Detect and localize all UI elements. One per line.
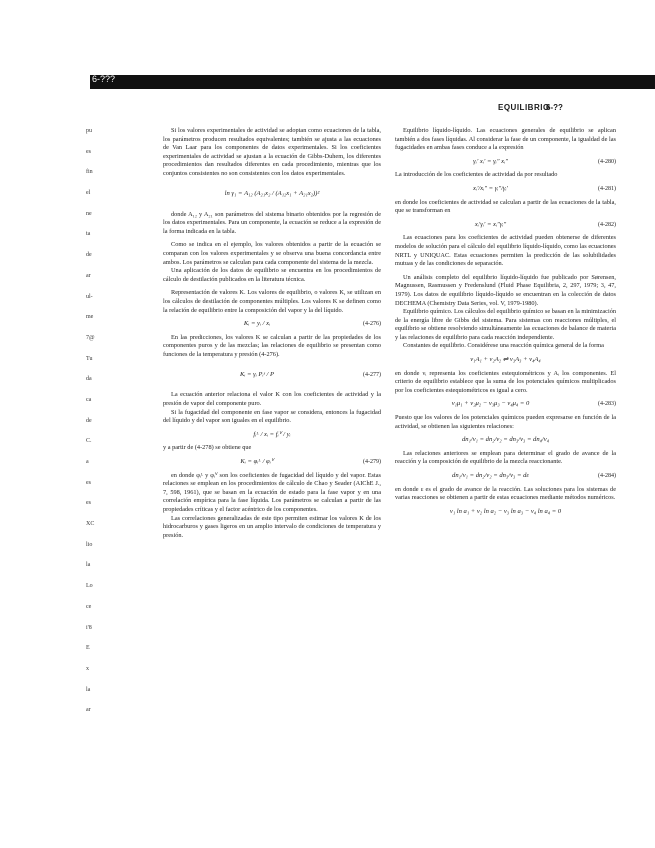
equation (395, 508, 616, 517)
margin-note: el (86, 190, 91, 197)
equation (395, 221, 616, 230)
equation (163, 364, 381, 386)
equation-expression: xᵢ′/xᵢ″ = γᵢ″/γᵢ′ (472, 184, 508, 192)
paragraph: La introducción de los coeficientes de actividad da por resultado (395, 171, 558, 179)
margin-note: a (86, 459, 89, 466)
paragraph: en donde φᵢᴸ y φᵢⱽ son los coeficientes de fugacidad del líquido y del vapor. Estas relaciones se emplean en los procedimientos de cálculo de Chao y Seader (AIChE J., 7, 598, 1961), que se basan en la ecuación de estado para la fase vapor y en una correlación empírica para la fase líquida. Los parámetros se calculan a partir de las propiedades críticas y el factor acéntrico de los componentes. (163, 471, 381, 513)
equation-expression: ln γ₁ = A₁₂ (A₂₁x₂ / (A₁₂x₁ + A₂₁x₂))² (224, 190, 320, 198)
paragraph: Las ecuaciones para los coeficientes de actividad pueden obtenerse de diferentes modelos de solución para el cálculo del equilibrio líquido-líquido, como las ecuaciones NRTL y UNIQUAC. Estas ecuaciones permiten la predicción de las solubilidades mutuas y de las condiciones de separación. (395, 234, 616, 268)
margin-note: ce (86, 603, 92, 610)
margin-note: E (86, 645, 90, 652)
equation-expression: ν₁A₁ + ν₂A₂ ⇌ ν₃A₃ + ν₄A₄ (470, 356, 541, 364)
equation-expression: Kᵢ = yᵢ / xᵢ (243, 320, 271, 328)
paragraph: Si los valores experimentales de actividad se adoptan como ecuaciones de la tabla, los parámetros producen resultados equivalentes; también se ajusta a las ecuaciones de Van Laar para los componentes de datos experimentales. Si los coeficientes experimentales de actividad se ajustan a la ecuación de Gibbs-Duhem, los diferentes procedimientos dan resultados diferentes en cada procedimiento, mientras que los conjuntos consistentes no son consistentes con los datos experimentales. (163, 127, 381, 177)
equation (163, 458, 381, 467)
paragraph: Puesto que los valores de los potenciales químicos pueden expresarse en función de la actividad, se obtienen las siguientes relaciones: (395, 414, 616, 430)
margin-note: es (86, 148, 91, 155)
paragraph: Las relaciones anteriores se emplean para determinar el grado de avance de la reacción y la composición de equilibrio de la mezcla reaccionante. (395, 449, 616, 466)
margin-note: C. (86, 438, 92, 445)
paragraph: Si la fugacidad del componente en fase vapor se considera, entonces la fugacidad del líquido y del vapor son iguales en el equilibrio. (163, 408, 381, 425)
equation-expression: Kᵢ = γᵢ Pᵢˢ / P (239, 371, 275, 379)
equation-expression: dn₁/ν₁ = dn₂/ν₂ = dn₃/ν₃ = dε (452, 472, 529, 479)
margin-note: ul- (86, 293, 93, 300)
margin-note: ca (86, 396, 92, 403)
header-left-label: 6‑??? (92, 74, 116, 84)
equation-expression: ν₁ ln a₁ + ν₂ ln a₂ − ν₃ ln a₃ − ν₄ ln a₄ = 0 (449, 507, 562, 515)
margin-note: ne (86, 210, 92, 217)
equation-expression: Kᵢ = φᵢᴸ / φᵢⱽ (240, 458, 274, 466)
margin-note: Tu (86, 355, 93, 362)
margin-note: Lo (86, 583, 93, 590)
paragraph: Equilibrio líquido-líquido. Las ecuaciones generales de equilibrio se aplican también a dos fases líquidas. Al considerar la fase de un componente, la igualdad de las fugacidades en ambas fases conduce a la expresión (395, 127, 616, 152)
equation-expression: fᵢᴸ / xᵢ = fᵢⱽ / yᵢ (253, 430, 291, 438)
equation (395, 436, 616, 445)
margin-note: XC (86, 521, 95, 528)
margin-note: ta (86, 231, 91, 238)
margin-note: fin (86, 169, 93, 176)
equation-number: (4-284) (598, 473, 616, 479)
equation-number: (4-283) (598, 401, 616, 408)
right-column (395, 127, 616, 521)
paragraph: Como se indica en el ejemplo, los valores obtenidos a partir de la ecuación se comparan con los valores experimentales y se observa una buena concordancia entre ambos. Los parámetros se calculan para cada componente del sistema de la mezcla. (163, 241, 381, 266)
left-column (163, 127, 381, 540)
paragraph: Un análisis completo del equilibrio líquido-líquido fue publicado por Sørensen, Magnussen, Rasmussen y Fredenslund (Fluid Phase Equilibria, 2, 297, 1979; 3, 47, 1979). Los datos de equilibrio líquido-líquido se encuentran en la colección de datos DECHEMA (Chemistry Data Series, vol. V, 1979-1980). (395, 273, 616, 307)
equation (395, 400, 616, 409)
paragraph: en donde los coeficientes de actividad se calculan a partir de las ecuaciones de la tabla, que se transforman en (395, 198, 616, 215)
running-header-title: EQUILIBRIO (498, 103, 550, 112)
margin-note: 7@ (86, 334, 95, 341)
equation-number: (4-282) (598, 221, 616, 228)
margin-note: de (86, 417, 92, 424)
equation (395, 158, 616, 167)
page-number: 6‑?? (546, 103, 563, 112)
margin-note: me (86, 314, 94, 321)
paragraph: Constantes de equilibrio. Considérese una reacción química general de la forma (403, 342, 604, 350)
equation-number: (4-281) (598, 185, 616, 192)
equation-expression: ν₁μ₁ + ν₂μ₂ − ν₃μ₃ − ν₄μ₄ = 0 (451, 400, 530, 408)
paragraph: Representación de valores K. Los valores de equilibrio, o valores K, se utilizan en los cálculos de destilación de componentes múltiples. Los valores K se definen como la relación de equilibrio entre la composición del vapor y la del líquido. (163, 289, 381, 314)
margin-note: la (86, 562, 91, 569)
equation-number: (4-277) (363, 372, 381, 379)
margin-note: ar (86, 707, 91, 714)
margin-note: es (86, 500, 91, 507)
equation-expression: γᵢ′ xᵢ′ = γᵢ″ xᵢ″ (473, 157, 508, 165)
margin-note: i'8 (86, 624, 92, 631)
equation-expression: xᵢ′γᵢ′ = xᵢ″γᵢ″ (474, 220, 507, 228)
paragraph: Equilibrio químico. Los cálculos del equilibrio químico se basan en la minimización de la energía libre de Gibbs del sistema. Para sistemas con reacciones múltiples, el equilibrio se obtiene resolviendo simultáneamente las ecuaciones de balance de materia y las relaciones de equilibrio para cada reacción independiente. (395, 308, 616, 341)
margin-note: de (86, 252, 92, 259)
equation-number: (4-280) (598, 158, 616, 165)
paragraph: donde A₁₂ y A₂₁ son parámetros del sistema binario obtenidos por la regresión de los datos experimentales. Para un componente, la ecuación se reduce a la expresión de la forma indicada en la tabla. (163, 210, 381, 235)
paragraph: Las correlaciones generalizadas de este tipo permiten estimar los valores K de los hidrocarburos y gases ligeros en un amplio intervalo de condiciones de temperatura y presión. (163, 514, 381, 539)
equation (163, 431, 381, 440)
margin-note: x (86, 665, 89, 672)
margin-note: pu (86, 128, 92, 134)
header-bar (90, 75, 655, 89)
margin-note: es (86, 479, 91, 486)
equation-number: (4-276) (363, 321, 381, 328)
margin-note: lio (86, 541, 93, 548)
equation-number: (4-279) (363, 459, 381, 466)
equation (395, 185, 616, 194)
margin-note: da (86, 376, 92, 383)
equation (163, 320, 381, 329)
equation (395, 356, 616, 365)
paragraph: y a partir de (4-278) se obtiene que (163, 444, 252, 452)
paragraph: Una aplicación de los datos de equilibrio se encuentra en los procedimientos de cálculo de destilación publicados en la literatura técnica. (163, 267, 381, 283)
margin-note: la (86, 686, 91, 693)
paragraph: en donde νᵢ representa los coeficientes estequiométricos y Aᵢ los componentes. El criterio de equilibrio establece que la suma de los potenciales químicos multiplicados por los coeficientes estequiométricos es igual a cero. (395, 369, 616, 394)
equation (163, 184, 381, 206)
paragraph: La ecuación anterior relaciona el valor K con los coeficientes de actividad y la presión de vapor del componente puro. (163, 391, 381, 408)
equation-expression: dn₁/ν₁ = dn₂/ν₂ = dn₃/ν₃ = dn₄/ν₄ (462, 436, 549, 444)
paragraph: en donde ε es el grado de avance de la reacción. Las soluciones para los sistemas de varias reacciones se obtienen a partir de estas ecuaciones mediante métodos numéricos. (395, 485, 616, 502)
paragraph: En las predicciones, los valores K se calculan a partir de las propiedades de los componentes puros y de las mezclas; las relaciones de equilibrio se presentan como funciones de la temperatura y presión (4-276). (163, 333, 381, 358)
equation (395, 472, 616, 481)
margin-note: ar (86, 272, 91, 279)
